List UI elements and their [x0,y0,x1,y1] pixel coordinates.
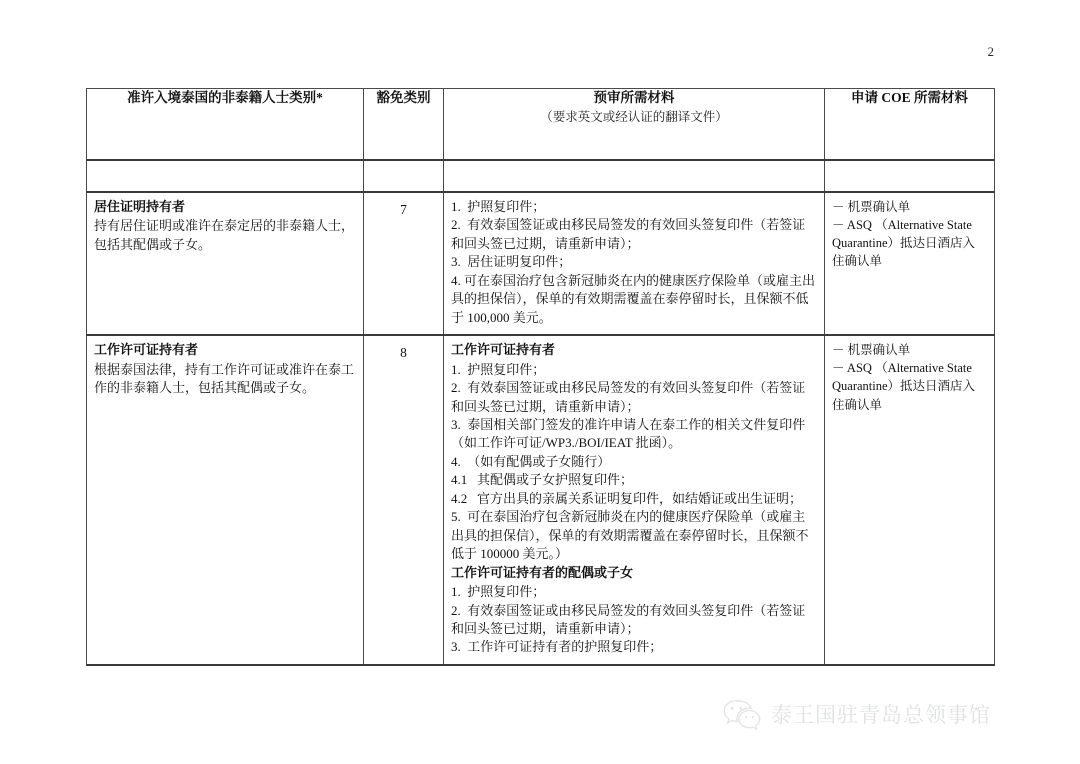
spacer-cell-docs [444,160,825,192]
watermark-text: 泰王国驻青岛总领事馆 [771,703,991,727]
document-item: 2. 有效泰国签证或由移民局签发的有效回头签复印件（若签证和回头签已过期，请重新申请）； [451,217,806,251]
document-item: 3. 工作许可证持有者的护照复印件； [451,639,663,655]
document-group-title: 工作许可证持有者的配偶或子女 [451,564,634,580]
page-number: 2 [987,44,994,59]
document-item: 1. 护照复印件； [451,584,546,600]
coe-item: － 机票确认单 [832,343,911,358]
column-header-coe-docs-title: 申请 COE 所需材料 [850,90,968,105]
document-item: 4. 可在泰国治疗包含新冠肺炎在内的健康医疗保险单（或雇主出具的担保信），保单的有效期需覆盖在泰停留时长，且保额不低于 100,000 美元。 [451,272,816,325]
document-item: 4. （如有配偶或子女随行） [451,453,611,469]
document-item: 2. 有效泰国签证或由移民局签发的有效回头签复印件（若签证和回头签已过期，请重新申请）； [451,380,806,414]
document-item: 4.1 其配偶或子女护照复印件； [451,472,634,488]
spacer-cell-category [87,160,364,192]
coe-item: － 机票确认单 [832,200,911,214]
column-header-exemption-title: 豁免类别 [376,90,431,105]
category-title: 居住证明持有者 [94,199,186,214]
cell-prescreen-documents [444,192,825,335]
cell-coe-documents [825,335,995,665]
document-item: 5. 可在泰国治疗包含新冠肺炎在内的健康医疗保险单（或雇主出具的担保信），保单的有效期需覆盖在泰停留时长，且保额不低于 100000 美元。） [451,509,809,562]
watermark [722,698,991,730]
document-item: 2. 有效泰国签证或由移民局签发的有效回头签复印件（若签证和回头签已过期，请重新申请）； [451,602,806,636]
column-header-coe-docs [825,89,995,161]
cell-category [87,335,364,665]
table-spacer-row [87,160,995,192]
coe-item: － ASQ （Alternative State Quarantine）抵达日酒店入住确认单 [832,218,976,269]
document-item: 1. 护照复印件； [451,361,546,377]
category-description: 根据泰国法律，持有工作许可证或准许在泰工作的非泰籍人士，包括其配偶或子女。 [94,361,355,396]
cell-exemption-number: 7 [364,192,444,335]
cell-coe-documents [825,192,995,335]
category-description: 持有居住证明或准许在泰定居的非泰籍人士，包括其配偶或子女。 [94,218,355,252]
document-group-title: 工作许可证持有者 [451,342,556,358]
table-header-row [87,89,995,161]
spacer-cell-coe [825,160,995,192]
column-header-prescreen-docs-title: 预审所需材料 [593,90,675,105]
entry-requirements-table [86,88,995,666]
document-item: 3. 居住证明复印件； [451,254,572,270]
cell-prescreen-documents [444,335,825,665]
document-item: 4.2 官方出具的亲属关系证明复印件，如结婚证或出生证明； [451,490,803,506]
column-header-category [87,89,364,161]
spacer-cell-exemption [364,160,444,192]
cell-category [87,192,364,335]
coe-item: － ASQ （Alternative State Quarantine）抵达日酒店入住确认单 [832,361,976,412]
column-header-prescreen-docs-subtitle: （要求英文或经认证的翻译文件） [540,110,728,125]
table-row [87,335,995,665]
category-title: 工作许可证持有者 [94,342,199,358]
column-header-category-title: 准许入境泰国的非泰籍人士类别* [127,90,323,105]
table-row [87,192,995,335]
column-header-prescreen-docs [444,89,825,161]
cell-exemption-number: 8 [364,335,444,665]
document-item: 3. 泰国相关部门签发的准许申请人在泰工作的相关文件复印件（如工作许可证/WP3./BOI/IEAT 批函）。 [451,416,806,451]
column-header-exemption [364,89,444,161]
wechat-icon [722,698,762,730]
table-body [87,160,995,665]
document-item: 1. 护照复印件； [451,199,546,214]
